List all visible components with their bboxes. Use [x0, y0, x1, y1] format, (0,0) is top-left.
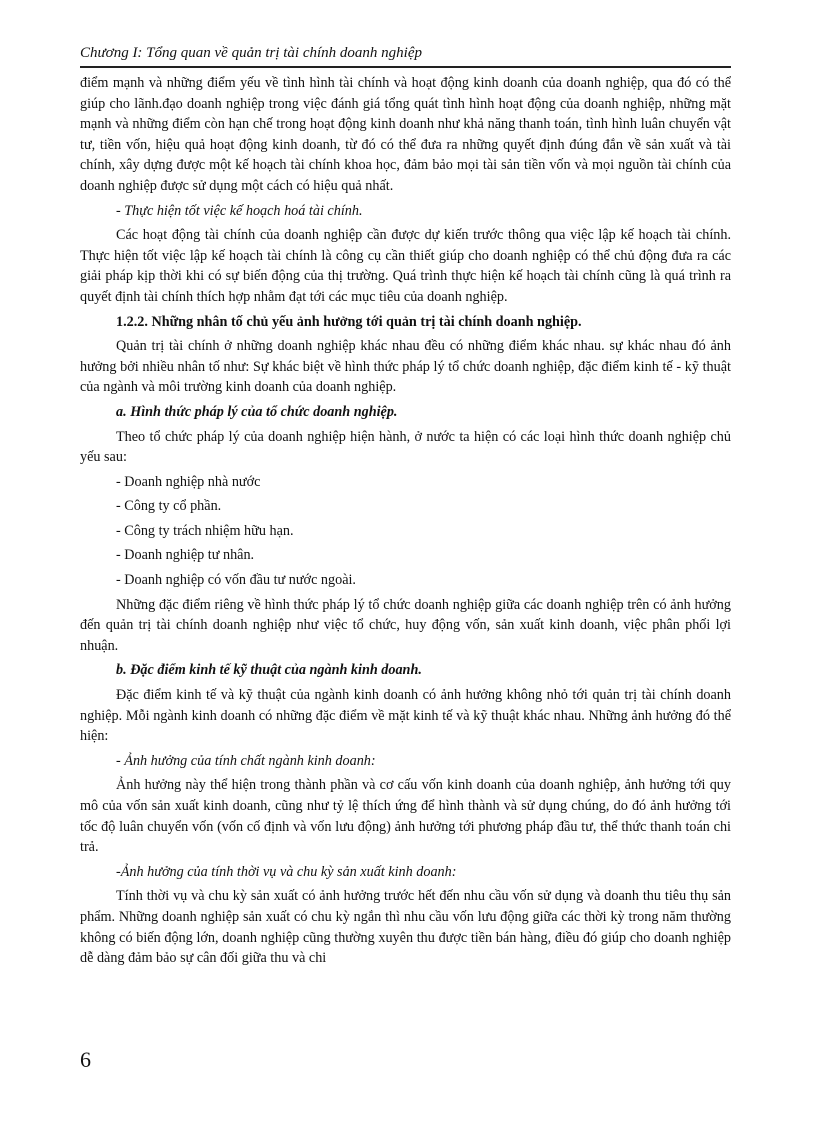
paragraph: Theo tổ chức pháp lý của doanh nghiệp hiện hành, ở nước ta hiện có các loại hình thức doanh nghiệp chủ yếu sau: [80, 428, 731, 466]
paragraph: Các hoạt động tài chính của doanh nghiệp cần được dự kiến trước thông qua việc lập kế hoạch tài chính. Thực hiện tốt việc lập kế hoạch tài chính là công cụ cần thiết giúp cho doanh nghiệp có thể chủ động đưa ra các giải pháp kịp thời khi có sự biến động của thị trường. Quá trình thực hiện kế hoạch tài chính cũng là quá trình ra quyết định tài chính thích hợp nhằm đạt tới các mục tiêu của doanh nghiệp. [80, 227, 731, 305]
paragraph: Tính thời vụ và chu kỳ sản xuất có ảnh hưởng trước hết đến nhu cầu vốn sử dụng và doanh thu tiêu thụ sản phẩm. Những doanh nghiệp sản xuất có chu kỳ ngắn thì nhu cầu vốn lưu động giữa các thời kỳ trong năm thường không có biến động lớn, doanh nghiệp cũng thường xuyên thu được tiền bán hàng, điều đó giúp cho doanh nghiệp dễ dàng đảm bảo sự cân đối giữa thu và chi [80, 888, 731, 967]
list-item: - Doanh nghiệp có vốn đầu tư nước ngoài. [116, 572, 356, 589]
running-header: Chương I: Tổng quan về quản trị tài chính doanh nghiệp [80, 45, 422, 61]
italic-subheading: - Ảnh hưởng của tính chất ngành kinh doanh: [116, 752, 376, 769]
italic-subheading: -Ảnh hưởng của tính thời vụ và chu kỳ sản xuất kinh doanh: [116, 863, 457, 880]
paragraph: điểm mạnh và những điểm yếu về tình hình tài chính và hoạt động kinh doanh của doanh nghiệp, qua đó có thể giúp cho lãnh.đạo doanh nghiệp trong việc đánh giá tổng quát tình hình hoạt động của doanh nghiệp, những mặt mạnh và những điểm còn hạn chế trong hoạt động kinh doanh như khả năng thanh toán, tình hình luân chuyển vật tư, tiền vốn, hiệu quả hoạt động kinh doanh, từ đó có thể đưa ra những quyết định đúng đắn về sản xuất và tài chính, xây dựng được một kế hoạch tài chính khoa học, đảm bảo mọi tài sản tiền vốn và mọi nguồn tài chính của doanh nghiệp được sử dụng một cách có hiệu quả nhất. [80, 75, 731, 194]
italic-subheading: - Thực hiện tốt việc kế hoạch hoá tài chính. [116, 202, 363, 219]
list-item: - Công ty trách nhiệm hữu hạn. [116, 522, 294, 539]
paragraph: Những đặc điểm riêng về hình thức pháp lý tổ chức doanh nghiệp giữa các doanh nghiệp trên có ảnh hưởng đến quản trị tài chính doanh nghiệp như việc tổ chức, huy động vốn, sản xuất kinh doanh, việc phân phối lợi nhuận. [80, 596, 731, 654]
header-rule [80, 66, 731, 68]
paragraph: Ảnh hưởng này thể hiện trong thành phần và cơ cấu vốn kinh doanh của doanh nghiệp, ảnh hưởng tới quy mô của vốn sản xuất kinh doanh, cũng như tỷ lệ thích ứng để hình thành và sử dụng chúng, do đó ảnh hưởng tới tốc độ luân chuyển vốn (vốn cố định và vốn lưu động) ảnh hưởng tới phương pháp đầu tư, thể thức thanh toán chi trả. [80, 777, 731, 856]
list-item: - Doanh nghiệp tư nhân. [116, 547, 255, 564]
page-body [80, 73, 731, 973]
page-number: 6 [80, 1047, 91, 1072]
list-item: - Công ty cổ phần. [116, 498, 222, 515]
subsection-heading: b. Đặc điểm kinh tế kỹ thuật của ngành kinh doanh. [116, 662, 422, 679]
subsection-heading: a. Hình thức pháp lý của tổ chức doanh nghiệp. [116, 403, 398, 420]
paragraph: Đặc điểm kinh tế và kỹ thuật của ngành kinh doanh có ảnh hưởng không nhỏ tới quản trị tài chính doanh nghiệp. Mỗi ngành kinh doanh có những đặc điểm về mặt kinh tế và kỹ thuật khác nhau. Những ảnh hưởng đó thể hiện: [80, 687, 731, 745]
list-item: - Doanh nghiệp nhà nước [116, 473, 261, 490]
paragraph: Quản trị tài chính ở những doanh nghiệp khác nhau đều có những điểm khác nhau. sự khác nhau đó ảnh hưởng bởi nhiều nhân tố như: Sự khác biệt về hình thức pháp lý tổ chức doanh nghiệp, đặc điểm kinh tế - kỹ thuật của ngành và môi trường kinh doanh của doanh nghiệp. [80, 338, 731, 396]
section-heading: 1.2.2. Những nhân tố chủ yếu ảnh hưởng tới quản trị tài chính doanh nghiệp. [116, 313, 582, 330]
